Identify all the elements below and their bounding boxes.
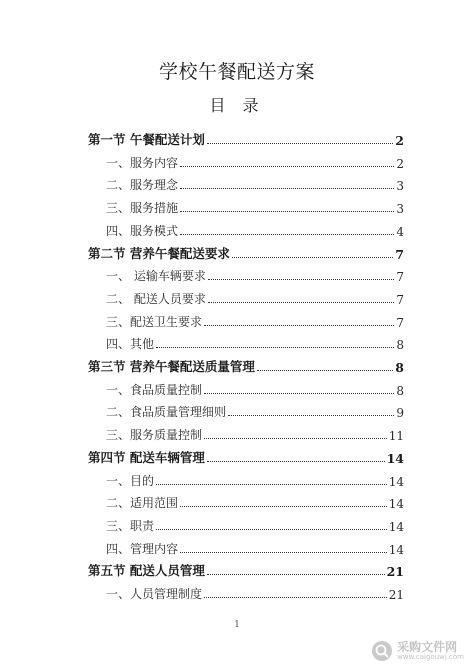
toc-entry-label: 四、服务模式 [106,223,179,238]
toc-entry-page: 9 [396,406,404,421]
toc-subsection-entry[interactable] [88,221,404,239]
toc-dot-leader [180,187,394,189]
toc-entry-label: 四、其他 [106,337,155,352]
toc-dot-leader [207,142,393,144]
toc-entry-label: 三、服务质量控制 [106,428,203,443]
toc-entry-label: 第三节 营养午餐配送质量管理 [88,359,255,374]
toc-entry-label: 四、管理内容 [106,541,179,556]
toc-dot-leader [156,346,394,348]
toc-entry-label: 第五节 配送人员管理 [88,563,205,579]
toc-entry-label: 二、服务理念 [106,178,179,193]
toc-entry-label: 二、适用范围 [106,496,179,511]
toc-entry-label: 三、职责 [106,518,155,533]
toc-entry-page: 14 [388,542,404,557]
toc-entry-label: 一、人员管理制度 [106,587,203,601]
toc-entry-label: 第一节 午餐配送计划 [88,132,205,147]
toc-section-entry[interactable] [88,130,404,148]
toc-entry-page: 2 [395,133,404,148]
toc-heading: 目 录 [209,96,265,115]
toc-entry-label: 三、配送卫生要求 [106,314,203,329]
toc-entry-page: 21 [386,564,404,580]
toc-entry-label: 一、目的 [106,473,155,488]
watermark-url: www.caigouwj.com [397,652,464,661]
document-title: 学校午餐配送方案 [158,61,315,83]
toc-entry-page: 3 [396,179,404,194]
toc-subsection-entry[interactable] [88,289,404,307]
toc-subsection-entry[interactable] [88,312,404,330]
toc-dot-leader [208,278,394,280]
toc-dot-leader [180,210,394,212]
toc-entry-page: 8 [396,383,404,398]
toc-entry-page: 8 [396,338,404,353]
toc-entry-label: 三、服务措施 [106,201,179,216]
toc-entry-page: 14 [386,450,404,466]
toc-dot-leader [207,460,385,462]
toc-entry-page: 2 [396,156,404,171]
toc-subsection-entry[interactable] [88,539,404,557]
toc-subsection-entry[interactable] [88,380,404,398]
toc-entry-label: 第二节 营养午餐配送要求 [88,245,230,261]
toc-entry-page: 7 [396,292,404,307]
toc-entry-page: 7 [395,246,404,262]
toc-entry-page: 21 [388,588,404,602]
toc-dot-leader [207,573,385,575]
toc-dot-leader [204,392,394,394]
toc-dot-leader [208,301,394,303]
toc-subsection-entry[interactable] [88,153,404,171]
toc-section-entry[interactable] [88,448,404,466]
toc-entry-label: 二、食品质量管理细则 [106,405,227,420]
toc-entry-page: 14 [388,474,404,489]
toc-dot-leader [204,324,394,326]
toc-entry-page: 7 [396,270,404,285]
toc-dot-leader [228,414,394,416]
toc-entry-label: 一、食品质量控制 [106,382,203,397]
toc-dot-leader [156,528,387,530]
toc-dot-leader [204,437,387,439]
toc-entry-label: 第四节 配送车辆管理 [88,449,205,465]
toc-subsection-entry[interactable] [88,266,404,284]
toc-section-entry[interactable] [88,561,404,579]
toc-section-entry[interactable] [88,244,404,262]
toc-subsection-entry[interactable] [88,584,404,602]
toc-dot-leader [180,505,387,507]
toc-entry-label: 一、 运输车辆要求 [106,269,206,284]
toc-dot-leader [156,483,387,485]
toc-subsection-entry[interactable] [88,425,404,443]
toc-dot-leader [232,256,393,258]
watermark [371,640,464,662]
toc-subsection-entry[interactable] [88,516,404,534]
toc-entry-page: 3 [396,202,404,217]
toc-dot-leader [180,551,387,553]
toc-entry-page: 8 [395,360,404,375]
toc-entry-page: 11 [388,429,404,444]
toc-entry-page: 7 [396,315,404,330]
toc-entry-page: 14 [388,497,404,512]
toc-subsection-entry[interactable] [88,175,404,193]
page-number: 1 [234,620,240,630]
toc-subsection-entry[interactable] [88,402,404,420]
toc-dot-leader [257,369,393,371]
magnifier-logo-icon [371,640,393,662]
toc-subsection-entry[interactable] [88,334,404,352]
toc-entry-label: 一、服务内容 [106,155,179,170]
toc-dot-leader [204,596,387,598]
toc-dot-leader [180,165,394,167]
toc-subsection-entry[interactable] [88,198,404,216]
toc-subsection-entry[interactable] [88,493,404,511]
toc-entry-label: 二、 配送人员要求 [106,291,206,306]
toc-section-entry[interactable] [88,357,404,375]
toc-subsection-entry[interactable] [88,471,404,489]
toc-dot-leader [180,233,394,235]
toc-entry-page: 14 [388,519,404,534]
watermark-name: 采购文件网 [397,639,458,654]
toc-entry-page: 4 [396,224,404,239]
